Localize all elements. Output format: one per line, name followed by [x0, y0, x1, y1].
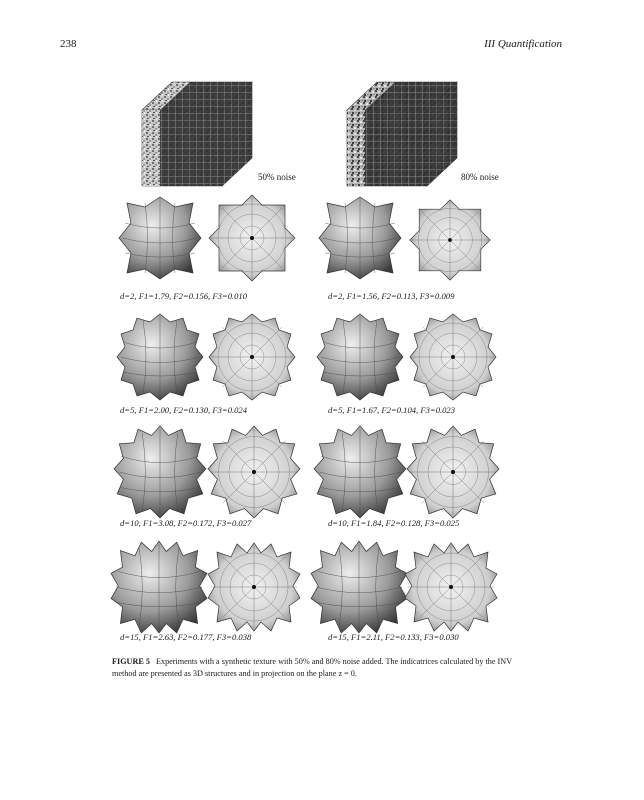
indicatrix-3d [313, 425, 407, 519]
row-caption-left: d=2, F1=1.79, F2=0.156, F3=0.010 [120, 291, 248, 301]
indicatrix-3d [315, 312, 405, 402]
row-caption-right: d=2, F1=1.56, F2=0.113, F3=0.009 [328, 291, 455, 301]
indicatrix-3d [110, 540, 208, 634]
indicatrix-projection [207, 542, 301, 632]
page-number: 238 [60, 38, 77, 50]
indicatrix-3d [115, 312, 205, 402]
cube-80-label: 80% noise [461, 172, 499, 182]
indicatrix-projection [408, 312, 498, 402]
row-caption-right: d=5, F1=1.67, F2=0.104, F3=0.023 [328, 405, 456, 415]
figure-label: FIGURE 5 [112, 657, 150, 666]
indicatrix-3d [315, 193, 405, 283]
indicatrix-projection [207, 193, 297, 283]
indicatrix-projection [406, 425, 500, 519]
figure-caption [112, 656, 532, 680]
indicatrix-3d [113, 425, 207, 519]
row-caption-right: d=15, F1=2.11, F2=0.133, F3=0.030 [328, 632, 459, 642]
figure-caption-text: Experiments with a synthetic texture with 50% and 80% noise added. The indicatrices calculated by the INV method are presented as 3D structures and in projection on the plane z = 0. [112, 657, 512, 678]
indicatrix-projection [408, 198, 492, 282]
indicatrix-projection [404, 542, 498, 632]
row-caption-right: d=10, F1=1.84, F2=0.128, F3=0.025 [328, 518, 460, 528]
indicatrix-3d [115, 193, 205, 283]
running-head: III Quantification [484, 38, 562, 50]
indicatrix-3d [310, 540, 408, 634]
indicatrix-projection [207, 312, 297, 402]
indicatrix-projection [207, 425, 301, 519]
cube-50-label: 50% noise [258, 172, 296, 182]
row-caption-left: d=15, F1=2.63, F2=0.177, F3=0.038 [120, 632, 252, 642]
row-caption-left: d=5, F1=2.00, F2=0.130, F3=0.024 [120, 405, 248, 415]
row-caption-left: d=10, F1=3.08, F2=0.172, F3=0.027 [120, 518, 252, 528]
